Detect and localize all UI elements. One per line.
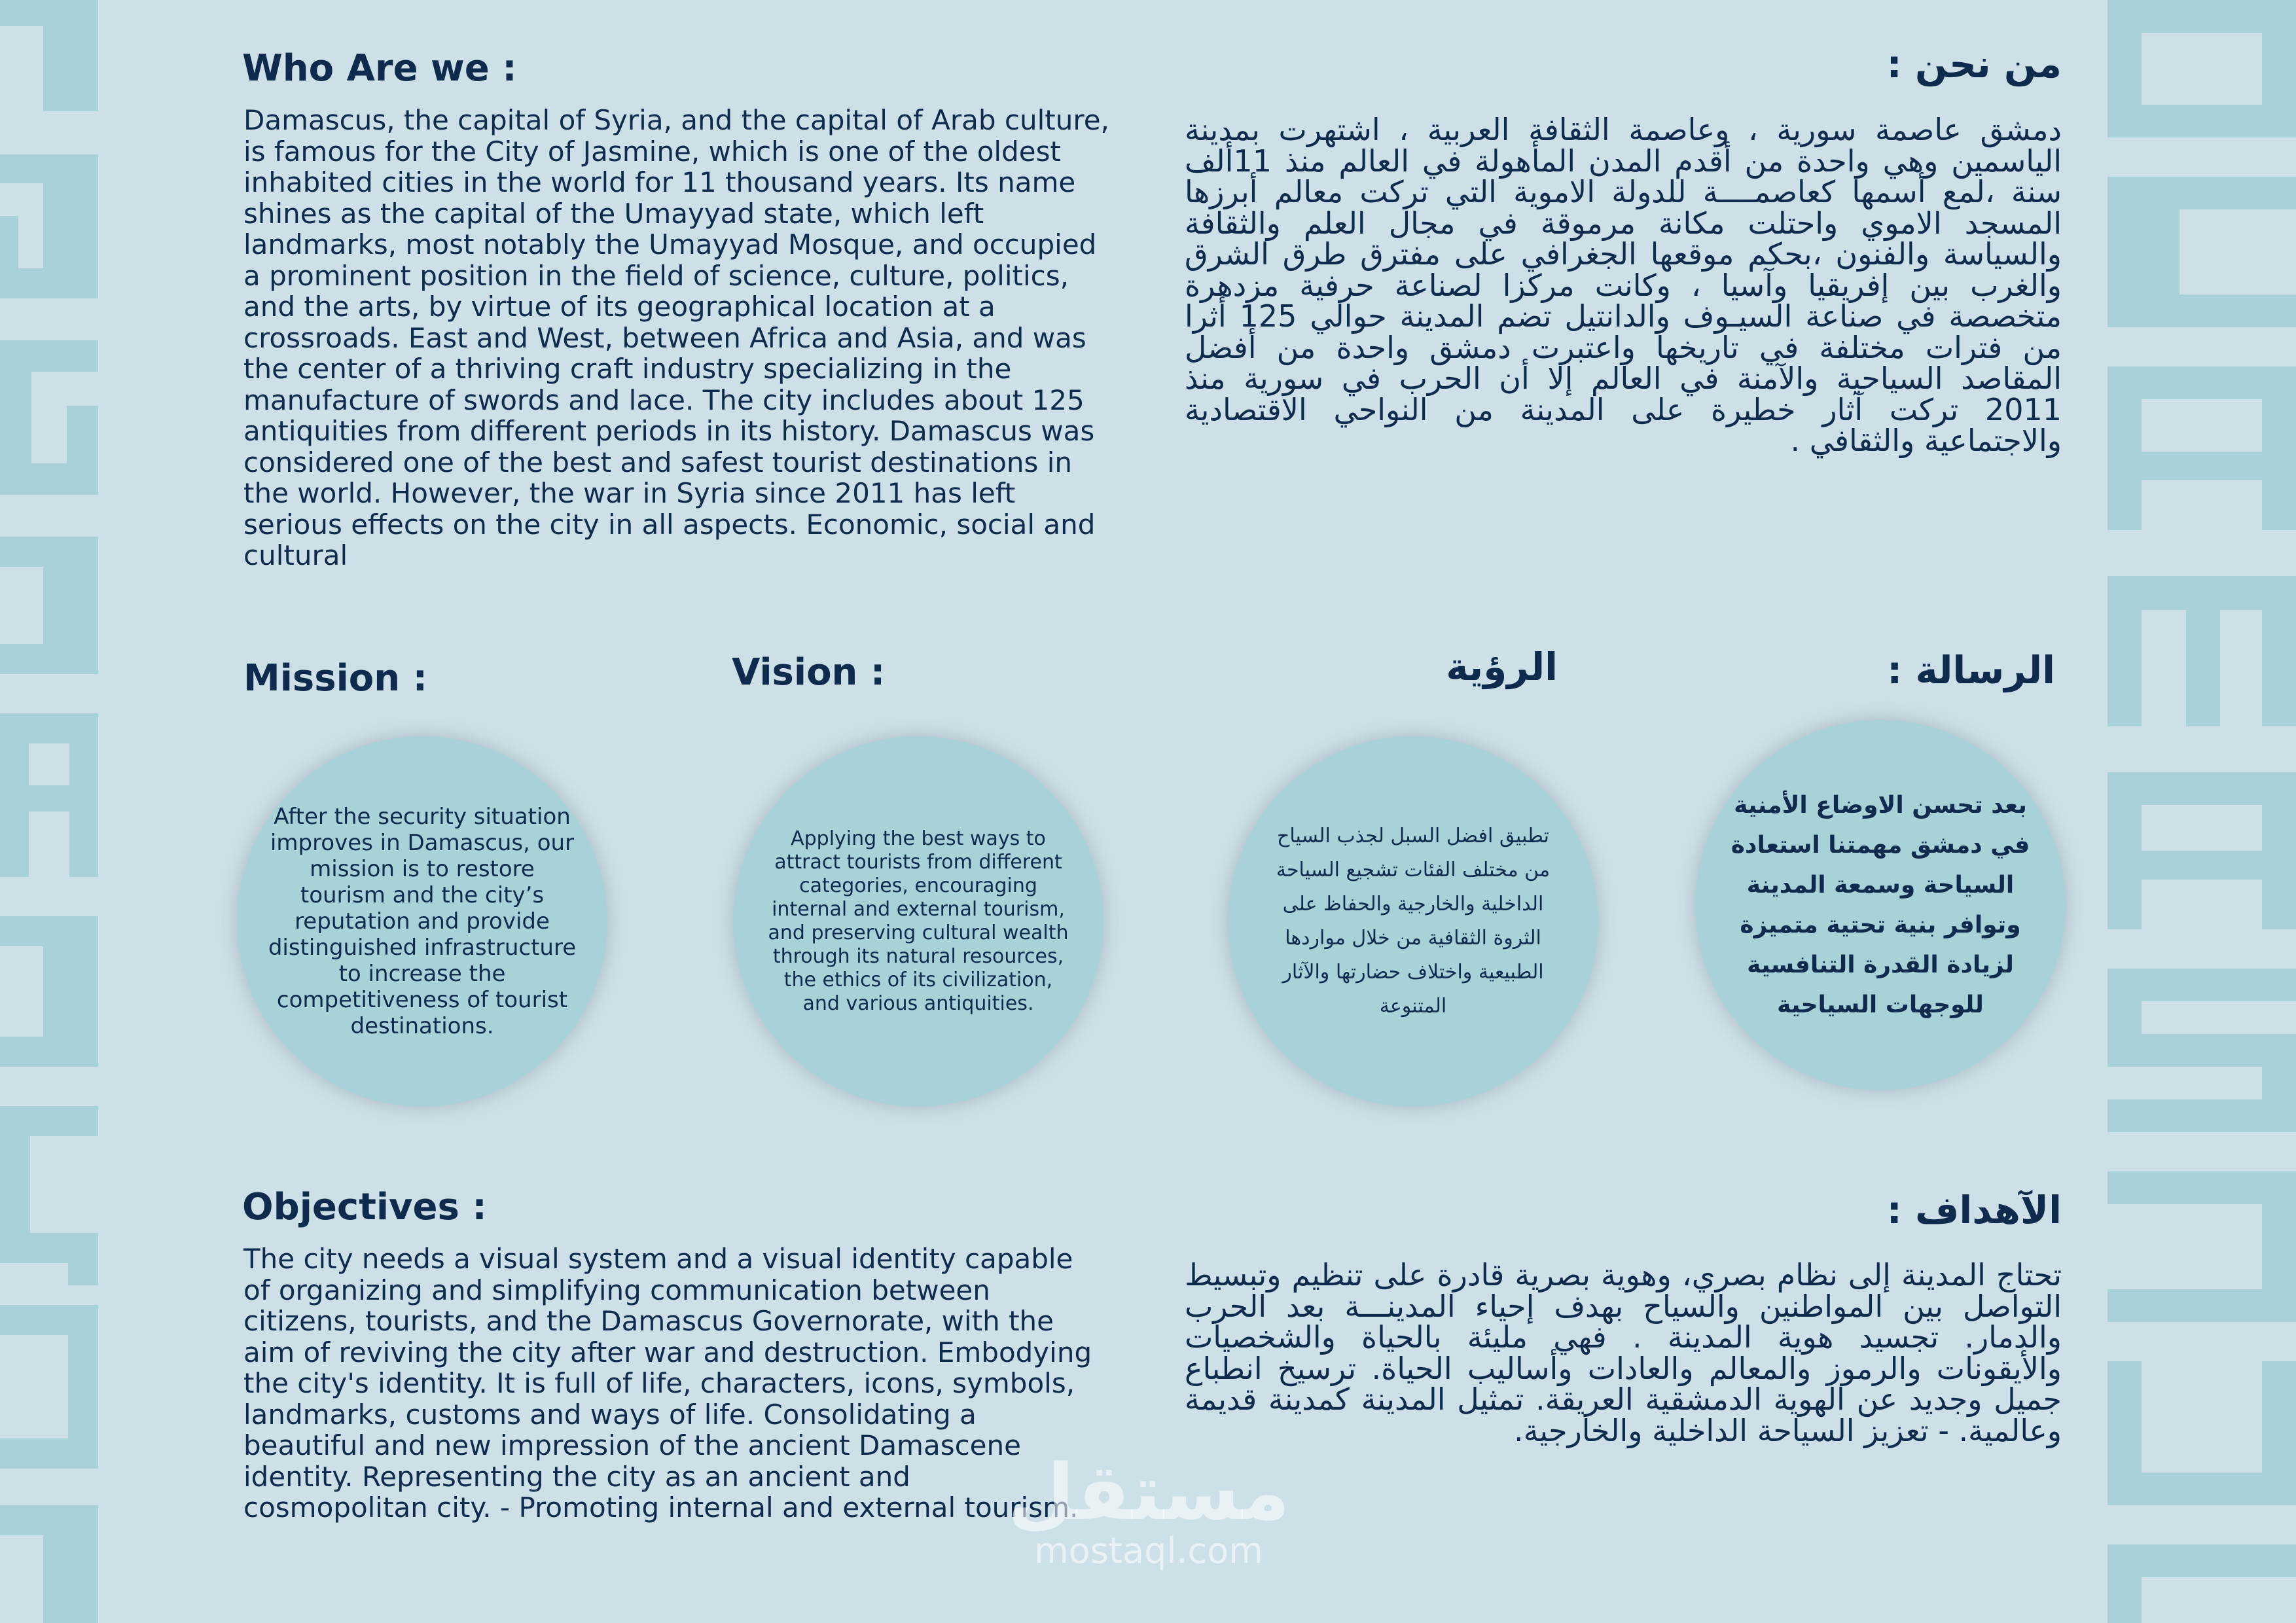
mission-arabic-text: بعد تحسن الاوضاع الأمنية في دمشق مهمتنا استعادة السياحة وسمعة المدينة وتوافر بنية تحتية متميزة لزيادة القدرة التنافسية للوجهات السياحية bbox=[1731, 792, 2030, 1018]
left-damascus-pattern bbox=[0, 0, 140, 1623]
watermark-url: mostaql.com bbox=[1034, 1530, 1263, 1571]
objectives-arabic-text: تحتاج المدينة إلى نظام بصري، وهوية بصرية قادرة على تنظيم وتبسيط التواصل بين المواطنين والسياح بهدف إحياء المدينـــة بعد الحرب والدمار. تجسيد هوية المدينة . فهي مليئة بالحياة والشخصيات والأيقونات والرموز والمعالم والعادات وأساليب الحياة. ترسيخ انطباع جميل وجديد عن الهوية الدمشقية العريقة. تمثيل المدينة كمدينة قديمة وعالمية. - تعزيز السياحة الداخلية والخارجية. bbox=[1185, 1257, 2062, 1448]
right-damascus-pattern bbox=[2108, 0, 2296, 1623]
about-arabic-text: دمشق عاصمة سورية ، وعاصمة الثقافة العربية ، اشتهرت بمدينة الياسمين وهي واحدة من أقدم المدن المأهولة في العالم منذ 11ألف سنة ،لمع أسمها كعاصمــــة للدولة الاموية التي تركت معالم أبرزها المسجد الاموي واحتلت مكانة مرموقة في مجال العلم والثقافة والسياسة والفنون ،بحكم موقعها الجغرافي على مفترق طرق الشرق والغرب بين إفريقيا وآسيا ، وكانت مركزا لصناعة حرفية مزدهرة متخصصة في صناعة السيـوف والدانتيل تضم المدينة حوالي 125 أثرا من فترات مختلفة في تاريخها واعتبرت دمشق واحدة من أفضل المقاصد السياحية والآمنة في العالم إلا أن الحرب في سورية منذ 2011 تركت آثار خطيرة على المدينة من النواحي الاقتصادية والاجتماعية والثقافي . bbox=[1185, 112, 2062, 458]
vision-arabic-title: الرؤية bbox=[1446, 645, 1558, 689]
vision-title: Vision : bbox=[732, 651, 886, 694]
about-arabic-title: من نحن : bbox=[1886, 42, 2062, 86]
vision-arabic-text: تطبيق افضل السبل لجذب السياح من مختلف الفئات تشجيع السياحة الداخلية والخارجية والحفاظ على الثروة الثقافية من خلال مواردها الطبيعية واختلاف حضارتها والآثار المتنوعة bbox=[1276, 825, 1551, 1018]
mission-text: After the security situation improves in Damascus, our mission is to restore tourism and the city’s reputation and provide distinguished infrastructure to increase the competitiveness of tourist destinations. bbox=[268, 804, 577, 1039]
watermark-logo: مستقل bbox=[1007, 1447, 1290, 1537]
vision-text: Applying the best ways to attract tourists from different categories, encouraging internal and external tourism, and preserving cultural wealth through its natural resources, the ethics of its civilization, and various antiquities. bbox=[768, 827, 1069, 1015]
vision-circle bbox=[733, 736, 1103, 1107]
damascus-block-letters-icon bbox=[2108, 0, 2296, 1623]
who-are-we-title: Who Are we : bbox=[242, 47, 517, 90]
objectives-title: Objectives : bbox=[242, 1186, 487, 1228]
objectives-arabic-title: الآهداف : bbox=[1886, 1188, 2062, 1232]
who-are-we-text: Damascus, the capital of Syria, and the capital of Arab culture, is famous for the City of Jasmine, which is one of the oldest inhabited cities in the world for 11 thousand years. Its name shines as the capital of the Umayyad state, which left landmarks, most notably the Umayyad Mosque, and occupied a prominent position in the field of science, culture, politics, and the arts, by virtue of its geographical location at a crossroads. East and West, between Africa and Asia, and was the center of a thriving craft industry specializing in the manufacture of swords and lace. The city includes about 125 antiquities from different periods in its history. Damascus was considered one of the best and safest tourist destinations in the world. However, the war in Syria since 2011 has left serious effects on the city in all aspects. Economic, social and cultural bbox=[243, 104, 1109, 571]
objectives-text: The city needs a visual system and a visual identity capable of organizing and simplifying communication between citizens, tourists, and the Damascus Governorate, with the aim of reviving the city after war and destruction. Embodying the city's identity. It is full of life, characters, icons, symbols, landmarks, customs and ways of life. Consolidating a beautiful and new impression of the ancient Damascene identity. Representing the city as an ancient and cosmopolitan city. - Promoting internal and external tourism. bbox=[243, 1243, 1092, 1524]
mission-arabic-title: الرسالة : bbox=[1887, 648, 2055, 692]
mission-circle bbox=[237, 736, 607, 1107]
mission-title: Mission : bbox=[243, 657, 428, 700]
vision-arabic-circle bbox=[1228, 736, 1598, 1107]
mission-arabic-circle bbox=[1695, 720, 2066, 1090]
mostaql-watermark bbox=[1005, 1447, 1293, 1571]
damascus-block-letters-icon bbox=[0, 0, 140, 1623]
